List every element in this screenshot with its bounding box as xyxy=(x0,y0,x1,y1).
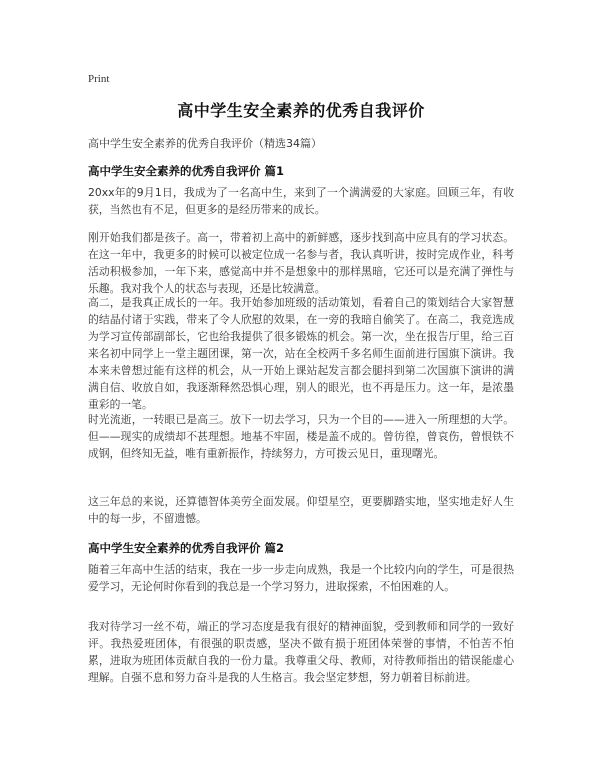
paragraph: 这三年总的来说，还算德智体美劳全面发展。仰望星空，更要脚踏实地，坚实地走好人生中的每一步，不留遗憾。 xyxy=(88,495,514,525)
page-title: 高中学生安全素养的优秀自我评价 xyxy=(177,101,425,120)
section-heading-2: 高中学生安全素养的优秀自我评价 篇2 xyxy=(88,541,285,555)
paragraph: 刚开始我们都是孩子。高一，带着初上高中的新鲜感，逐步找到高中应具有的学习状态。在这一年中，我更多的时候可以被定位成一名参与者，我认真听讲，按时完成作业，科考活动积极参加，一年下来，感觉高中并不是想象中的那样黑暗，它还可以是充满了弹性与乐趣。我对我个人的状态与表现，还是比较满意。 xyxy=(88,231,514,295)
page-subtitle: 高中学生安全素养的优秀自我评价（精选34篇） xyxy=(88,137,322,150)
paragraph: 高二，是我真正成长的一年。我开始参加班级的活动策划，看着自己的策划结合大家智慧的结晶付诸于实践，带来了令人欣慰的效果，在一旁的我暗自偷笑了。在高二，我竞选成为学习宣传部副部长，它也给我提供了很多锻炼的机会。第一次，坐在报告厅里，给三百来名初中同学上一堂主题团课，第一次，站在全校两千多名师生面前进行国旗下演讲。我本来未曾想过能有这样的机会，从一开始上课站起发言都会腿抖到第二次国旗下演讲的满满自信、收放自如，我逐渐释然恐惧心理，别人的眼光，也不再是压力。这一年，是浓墨重彩的一笔。 xyxy=(88,296,514,411)
print-label: Print xyxy=(88,73,110,85)
paragraph: 随着三年高中生活的结束，我在一步一步走向成熟，我是一个比较内向的学生，可是很热爱学习，无论何时你看到的我总是一个学习努力，进取探索，不怕困难的人。 xyxy=(88,563,514,593)
section-heading-1: 高中学生安全素养的优秀自我评价 篇1 xyxy=(88,164,285,178)
paragraph: 时光流逝，一转眼已是高三。放下一切去学习，只为一个目的——进入一所理想的大学。但——现实的成绩却不甚理想。地基不牢固，楼是盖不成的。曾彷徨，曾哀伤，曾恨铁不成钢，但终知无益，唯有重新振作，持续努力，方可拨云见日，重现曙光。 xyxy=(88,413,514,460)
paragraph: 20xx年的9月1日，我成为了一名高中生，来到了一个满满爱的大家庭。回顾三年，有收获，当然也有不足，但更多的是经历带来的成长。 xyxy=(88,186,514,216)
paragraph: 我对待学习一丝不苟，端正的学习态度是我有很好的精神面貌，受到教师和同学的一致好评。我热爱班团体，有很强的职责感，坚决不做有损于班团体荣誉的事情，不怕苦不怕累，进取为班团体贡献自我的一份力量。我尊重父母、教师，对待教师指出的错误能虚心理解。自强不息和努力奋斗是我的人生格言。我会坚定梦想，努力朝着目标前进。 xyxy=(88,620,514,684)
